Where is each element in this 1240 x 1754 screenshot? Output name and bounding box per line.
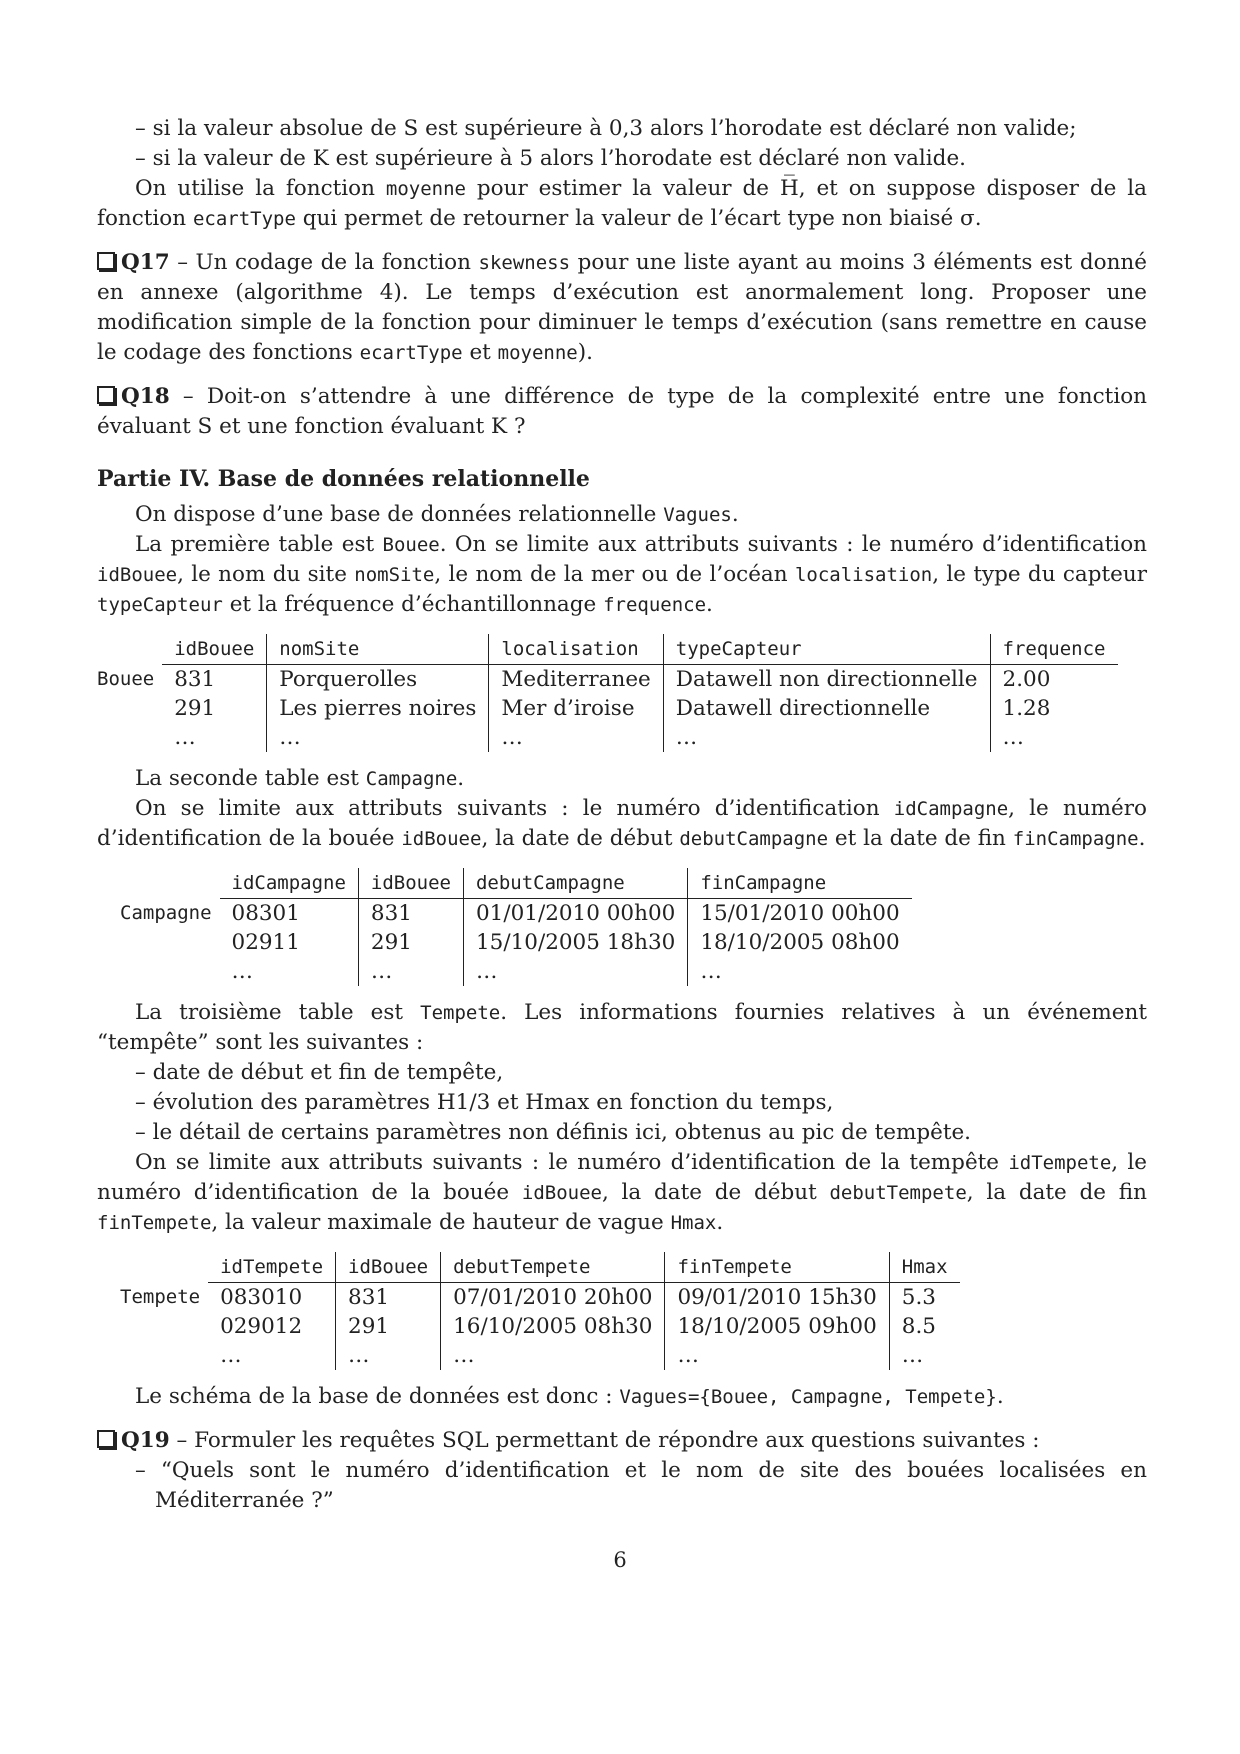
table-cell: 291 [174,696,216,721]
table-cell: 08301 [231,901,300,926]
table-cell: 291 [358,928,463,957]
question-19: Q19 – Formuler les requêtes SQL permettant de répondre aux questions suivantes : [97,1426,1147,1456]
table-row [162,694,1117,723]
part4-intro: On dispose d’une base de données relationnelle Vagues. [135,502,739,527]
table-cell: 18/10/2005 08h00 [688,928,912,957]
column-header: idBouee [336,1252,441,1283]
table-cell: … [688,957,912,986]
section-title: Partie IV. Base de données relationnelle [97,466,590,492]
table-cell: Les pierres noires [267,694,489,723]
campagne-description: On se limite aux attributs suivants : le numéro d’identification idCampagne, le numéro d’identification de la bouée idBouee, la date de début debutCampagne et la date de fin finCampagne. [97,796,1147,851]
tempete-bullet: – évolution des paramètres H1/3 et Hmax en fonction du temps, [135,1090,834,1115]
page-content [97,114,1147,1516]
table-row [208,1341,959,1370]
validity-rule-s: – si la valeur absolue de S est supérieure à 0,3 alors l’horodate est déclaré non valide; [135,116,1077,141]
tempete-bullet: – le détail de certains paramètres non définis ici, obtenus au pic de tempête. [135,1120,972,1145]
table-tempete [208,1252,959,1370]
table-cell: … [336,1341,441,1370]
table-cell: 01/01/2010 00h00 [463,899,687,929]
table-tempete-block [120,1252,1147,1370]
table-cell: … [663,723,990,752]
question-17: Q17 – Un codage de la fonction skewness pour une liste ayant au moins 3 éléments est donné en annexe (algorithme 4). Le temps d’exécution est anormalement long. Proposer une modification simple de la fonction pour diminuer le temps d’exécution (sans remettre en cause le codage des fonctions ecartType et moyenne). [97,250,1147,365]
table-row [208,1312,959,1341]
table-cell: 291 [336,1312,441,1341]
table-label: Bouee [97,668,155,690]
q19-item: – “Quels sont le numéro d’identification et le nom de site des bouées localisées en Méditerranée ?” [135,1458,1147,1513]
page-number: 6 [613,1548,627,1572]
table-cell: 1.28 [990,694,1117,723]
table-cell: 831 [336,1283,441,1313]
table-cell: … [358,957,463,986]
table-cell: … [220,1343,242,1368]
intro-paragraph: On utilise la fonction moyenne pour estimer la valeur de H̅, et on suppose disposer de la fonction ecartType qui permet de retourner la valeur de l’écart type non biaisé σ. [97,176,1147,231]
table-bouee [162,634,1117,752]
table-cell: 15/01/2010 00h00 [688,899,912,929]
table-row [220,957,912,986]
table-cell: Datawell directionnelle [663,694,990,723]
table-cell: 029012 [220,1314,303,1339]
table-cell: 18/10/2005 09h00 [665,1312,889,1341]
column-header: debutTempete [441,1252,665,1283]
column-header: Hmax [889,1252,959,1283]
column-header: frequence [990,634,1117,665]
table-cell: … [665,1341,889,1370]
column-header: typeCapteur [663,634,990,665]
tempete-description: On se limite aux attributs suivants : le numéro d’identification de la tempête idTempete, le numéro d’identification de la bouée idBouee, la date de début debutTempete, la date de fin finTempete, la valeur maximale de hauteur de vague Hmax. [97,1150,1147,1235]
table-cell: … [889,1341,959,1370]
table-cell: 2.00 [990,665,1117,695]
table-row [162,665,1117,695]
column-header: localisation [489,634,663,665]
tempete-intro: La troisième table est Tempete. Les informations fournies relatives à un événement “tempête” sont les suivantes : [97,1000,1147,1055]
table-cell: … [990,723,1117,752]
table-cell: Mediterranee [489,665,663,695]
table-row [220,899,912,929]
table-row [220,928,912,957]
table-cell: 02911 [231,930,300,955]
table-cell: … [489,723,663,752]
table-label: Campagne [120,902,212,924]
column-header: idBouee [162,634,267,665]
column-header: idTempete [208,1252,335,1283]
table-cell: 16/10/2005 08h30 [441,1312,665,1341]
campagne-intro: La seconde table est Campagne. [135,766,465,791]
schema-line: Le schéma de la base de données est donc : Vagues={Bouee, Campagne, Tempete}. [135,1384,1004,1409]
table-cell: 07/01/2010 20h00 [441,1283,665,1313]
checkbox-icon [97,1430,115,1448]
table-cell: 083010 [220,1285,303,1310]
table-cell: Mer d’iroise [489,694,663,723]
checkbox-icon [97,252,115,270]
table-cell: 831 [358,899,463,929]
validity-rule-k: – si la valeur de K est supérieure à 5 alors l’horodate est déclaré non valide. [135,146,967,171]
tempete-bullet: – date de début et fin de tempête, [135,1060,504,1085]
table-campagne [220,868,912,986]
column-header: finTempete [665,1252,889,1283]
table-cell: 15/10/2005 18h30 [463,928,687,957]
table-cell: … [441,1341,665,1370]
table-label: Tempete [120,1286,201,1308]
column-header: idBouee [358,868,463,899]
table-cell: Datawell non directionnelle [663,665,990,695]
table-cell: 8.5 [889,1312,959,1341]
table-cell: Porquerolles [267,665,489,695]
table-cell: 09/01/2010 15h30 [665,1283,889,1313]
checkbox-icon [97,386,115,404]
table-campagne-block [120,868,1147,986]
bouee-description: La première table est Bouee. On se limite aux attributs suivants : le numéro d’identification idBouee, le nom du site nomSite, le nom de la mer ou de l’océan localisation, le type du capteur typeCapteur et la fréquence d’échantillonnage frequence. [97,532,1147,617]
column-header: nomSite [267,634,489,665]
table-cell: … [231,959,254,984]
column-header: debutCampagne [463,868,687,899]
table-row [208,1283,959,1313]
table-bouee-block [97,634,1147,752]
table-cell: 831 [174,667,216,692]
column-header: idCampagne [220,868,359,899]
column-header: finCampagne [688,868,912,899]
table-row [162,723,1117,752]
table-cell: … [463,957,687,986]
table-cell: … [267,723,489,752]
table-cell: … [174,725,196,750]
table-cell: 5.3 [889,1283,959,1313]
question-18: Q18 – Doit-on s’attendre à une différence de type de la complexité entre une fonction évaluant S et une fonction évaluant K ? [97,384,1147,439]
